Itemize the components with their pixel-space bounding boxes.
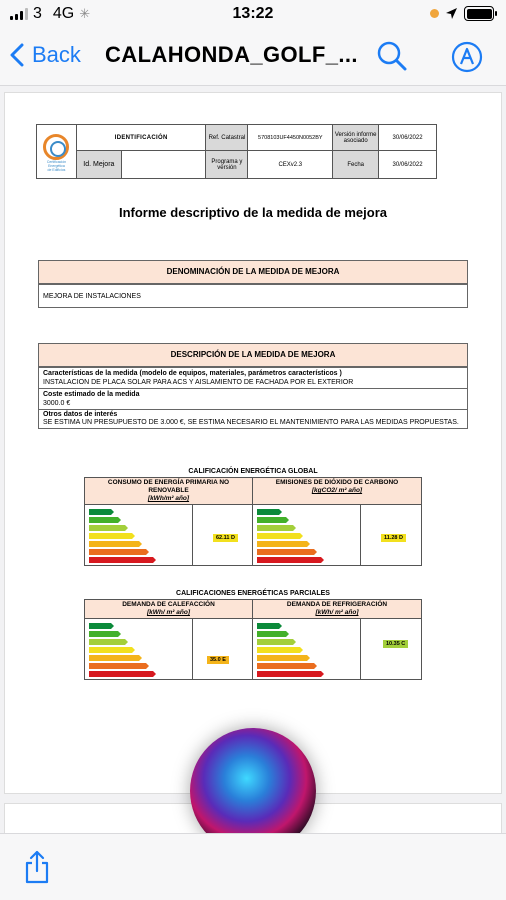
version-value: 30/06/2022 <box>379 125 437 151</box>
battery-icon <box>464 6 494 21</box>
ref-label: Ref. Catastral <box>206 125 248 151</box>
rating-arrow-c <box>89 525 125 531</box>
carrier-label: 3 <box>33 5 42 22</box>
rating-arrow-a <box>89 509 111 515</box>
partial-rating-title: CALIFICACIONES ENERGÉTICAS PARCIALES <box>176 590 330 597</box>
otros-row <box>39 409 467 428</box>
status-time: 13:22 <box>232 5 274 22</box>
rating-arrow-f <box>89 549 146 555</box>
rating-arrow-f <box>89 663 146 669</box>
descripcion-header: DESCRIPCIÓN DE LA MEDIDA DE MEJORA <box>39 344 467 367</box>
coste-label: Coste estimado de la medida <box>43 391 140 398</box>
rating-arrow-e <box>89 541 139 547</box>
partial-rating-table <box>84 599 422 680</box>
caracteristicas-value: INSTALACION DE PLACA SOLAR PARA ACS Y AISLAMIENTO DE FACHADA POR EL EXTERIOR <box>43 379 354 386</box>
otros-label: Otros datos de interés <box>43 411 118 418</box>
back-chevron-icon <box>10 43 24 67</box>
id-mejora-label: Id. Mejora <box>76 151 121 179</box>
loading-spinner-icon: ✳ <box>79 6 91 21</box>
calefaccion-rating-tag: 35.0 E <box>207 656 229 664</box>
rating-arrow-b <box>257 631 286 637</box>
rating-scale <box>253 505 361 565</box>
global-rating-title: CALIFICACIÓN ENERGÉTICA GLOBAL <box>188 468 318 475</box>
rating-arrow-d <box>257 647 300 653</box>
refrigeracion-cell <box>253 619 421 679</box>
rating-arrow-d <box>257 533 300 539</box>
rating-scale <box>85 505 193 565</box>
rating-arrow-f <box>257 663 314 669</box>
identification-table <box>36 124 437 179</box>
coste-value: 3000.0 € <box>43 400 71 407</box>
rating-arrow-g <box>89 557 153 563</box>
emisiones-cell <box>253 505 421 565</box>
back-button[interactable] <box>10 42 81 68</box>
navigation-bar <box>0 30 506 86</box>
programa-label: Programa y versión <box>206 151 248 179</box>
rating-arrow-e <box>257 541 307 547</box>
rating-arrow-d <box>89 647 132 653</box>
consumo-cell <box>85 505 253 565</box>
caracteristicas-row <box>39 367 467 388</box>
global-rating-table <box>84 477 422 566</box>
rating-arrow-g <box>257 557 321 563</box>
consumo-header: CONSUMO DE ENERGÍA PRIMARIA NO RENOVABLE [kWh/m² año] <box>85 478 253 504</box>
rating-arrow-g <box>89 671 153 677</box>
rating-arrow-a <box>89 623 111 629</box>
coste-row <box>39 388 467 409</box>
rating-arrow-c <box>89 639 125 645</box>
privacy-dot-icon <box>430 9 439 18</box>
ref-value: 5708103UF4450N0052BY <box>248 125 333 151</box>
calefaccion-cell <box>85 619 253 679</box>
emisiones-rating-tag: 11.28 D <box>381 534 406 542</box>
caracteristicas-label: Características de la medida (modelo de equipos, materiales, parámetros característicos ) <box>43 370 342 377</box>
programa-value: CEXv2.3 <box>248 151 333 179</box>
document-heading: Informe descriptivo de la medida de mejora <box>118 205 388 220</box>
search-icon[interactable] <box>376 40 408 72</box>
otros-value: SE ESTIMA UN PRESUPUESTO DE 3.000 €, SE ESTIMA NECESARIO EL MANTENIMIENTO PARA LAS MEDIDAS PROPUESTAS. <box>43 419 459 426</box>
calefaccion-header: DEMANDA DE CALEFACCIÓN [kWh/ m² año] <box>85 600 253 618</box>
status-right <box>430 6 494 21</box>
version-label: Versión informe asociado <box>333 125 379 151</box>
rating-arrow-c <box>257 639 293 645</box>
rating-arrow-c <box>257 525 293 531</box>
fecha-label: Fecha <box>333 151 379 179</box>
rating-arrow-b <box>89 517 118 523</box>
denominacion-value: MEJORA DE INSTALACIONES <box>39 284 467 307</box>
network-label: 4G <box>52 5 75 22</box>
consumo-rating-tag: 62.11 D <box>213 534 238 542</box>
fecha-value: 30/06/2022 <box>379 151 437 179</box>
denominacion-box <box>38 260 468 308</box>
refrigeracion-header: DEMANDA DE REFRIGERACIÓN [kWh/ m² año] <box>286 601 388 616</box>
rating-scale <box>253 619 361 679</box>
refrigeracion-rating-tag: 10.35 C <box>383 640 408 648</box>
markup-pen-icon[interactable] <box>450 40 484 74</box>
rating-arrow-a <box>257 509 279 515</box>
ident-heading: IDENTIFICACIÓN <box>76 125 206 151</box>
rating-arrow-b <box>257 517 286 523</box>
rating-scale <box>85 619 193 679</box>
rating-arrow-d <box>89 533 132 539</box>
id-mejora-value <box>121 151 206 179</box>
rating-arrow-e <box>89 655 139 661</box>
descripcion-box <box>38 343 468 429</box>
back-label: Back <box>32 42 81 67</box>
rating-arrow-f <box>257 549 314 555</box>
rating-arrow-e <box>257 655 307 661</box>
certification-logo-icon <box>43 134 69 160</box>
status-bar <box>0 0 506 30</box>
rating-arrow-a <box>257 623 279 629</box>
pdf-page[interactable] <box>4 92 502 794</box>
certification-logo: Certificación Energética de Edificios <box>37 125 77 179</box>
emisiones-header: EMISIONES DE DIÓXIDO DE CARBONO [kgCO2/ m² año] <box>275 479 399 494</box>
document-title: CALAHONDA_GOLF_... <box>105 42 358 67</box>
rating-arrow-b <box>89 631 118 637</box>
share-icon[interactable] <box>24 850 50 884</box>
rating-arrow-g <box>257 671 321 677</box>
location-arrow-icon <box>445 7 458 20</box>
denominacion-header: DENOMINACIÓN DE LA MEDIDA DE MEJORA <box>39 261 467 284</box>
bottom-toolbar <box>0 833 506 900</box>
